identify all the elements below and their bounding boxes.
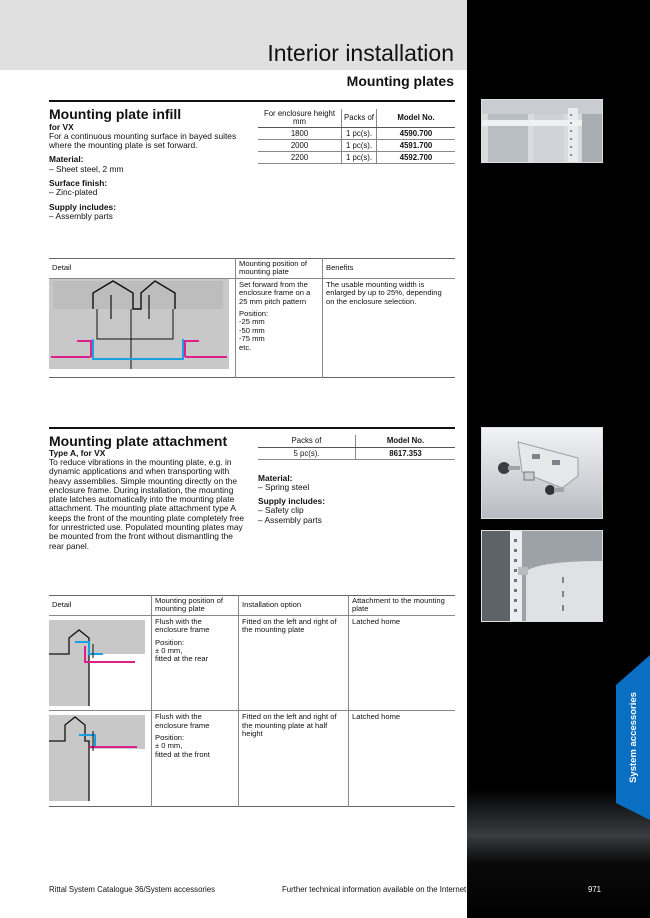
- spec-row: [258, 151, 455, 163]
- section2-supply-label: Supply includes:: [258, 496, 326, 506]
- section2-title: Mounting plate attachment: [49, 433, 228, 449]
- spec-header-height: For enclosure height mm: [258, 109, 342, 127]
- spec-cell-height: 2000: [258, 139, 342, 151]
- infill-position-value: -25 mm: [239, 317, 265, 327]
- detail-header-detail: Detail: [49, 259, 236, 279]
- spec-cell-model: 4592.700: [377, 151, 456, 163]
- spec-cell-packs: 1 pc(s).: [342, 151, 377, 163]
- detail-header-attachment: Attachment to the mounting plate: [349, 596, 456, 616]
- page-subtitle: Mounting plates: [346, 73, 454, 89]
- section1-description: For a continuous mounting surface in bayed suites where the mounting plate is set forward.: [49, 131, 237, 151]
- spec-cell-height: 1800: [258, 127, 342, 139]
- spec-row: [258, 127, 455, 139]
- section1-rule: [49, 100, 455, 102]
- spec-cell-packs: 1 pc(s).: [342, 127, 377, 139]
- attachment-option: Fitted on the left and right of the mounting plate at half height: [239, 711, 349, 806]
- attachment-position-label: Position:: [155, 637, 185, 647]
- detail-header-detail: Detail: [49, 596, 152, 616]
- section1-finish: – Zinc-plated: [49, 187, 98, 197]
- section2-rule: [49, 427, 455, 429]
- detail-header-position: Mounting position of mounting plate: [236, 259, 323, 279]
- section1-finish-label: Surface finish:: [49, 178, 108, 188]
- spec-cell-height: 2200: [258, 151, 342, 163]
- section1-material-label: Material:: [49, 154, 84, 164]
- page-title: Interior installation: [267, 40, 454, 66]
- page-number: 971: [588, 885, 602, 894]
- infill-position-value: etc.: [239, 342, 252, 352]
- attachment-position-value: ± 0 mm,: [155, 741, 183, 751]
- spec-header-packs: Packs of: [258, 435, 356, 447]
- section2-type-label: Type A, for VX: [49, 448, 106, 458]
- attachment-latch: Latched home: [349, 711, 456, 806]
- mounting-plate-infill-photo: [481, 99, 603, 163]
- spec-row: [258, 139, 455, 151]
- attachment-option: Fitted on the left and right of the mounting plate: [239, 615, 349, 710]
- section2-supply-item: – Safety clip: [258, 505, 304, 515]
- mounting-plate-attachment-photo: [481, 427, 603, 519]
- chapter-tab-label: System accessories: [627, 692, 639, 783]
- attachment-front-drawing: [49, 711, 145, 803]
- spec-cell-model: 8617.353: [356, 447, 456, 459]
- table-row: [49, 711, 455, 806]
- spec-cell-packs: 5 pc(s).: [258, 447, 356, 459]
- spec-row: [258, 447, 455, 459]
- spec-header-packs: Packs of: [342, 109, 377, 127]
- attachment-position: Flush with the enclosure frame: [155, 616, 210, 635]
- section1-title: Mounting plate infill: [49, 106, 182, 122]
- attachment-installed-photo: [481, 530, 603, 622]
- spec-header-model: Model No.: [356, 435, 456, 447]
- infill-position-value: -50 mm: [239, 325, 265, 335]
- section2-spec-table: [258, 435, 455, 460]
- detail-header-benefits: Benefits: [323, 259, 456, 279]
- spec-cell-packs: 1 pc(s).: [342, 139, 377, 151]
- spec-cell-model: 4591.700: [377, 139, 456, 151]
- attachment-rear-drawing: [49, 616, 145, 708]
- infill-benefits: The usable mounting width is enlarged by up to 25%, depending on the enclosure selection.: [323, 278, 456, 377]
- section1-spec-table: [258, 109, 455, 164]
- attachment-latch: Latched home: [349, 615, 456, 710]
- detail-header-option: Installation option: [239, 596, 349, 616]
- attachment-position-value: ± 0 mm,: [155, 646, 183, 656]
- infill-position-value: -75 mm: [239, 334, 265, 344]
- table-row: [49, 615, 455, 710]
- infill-detail-drawing: [49, 279, 229, 375]
- infill-position-text: Set forward from the enclosure frame on a 25 mm pitch pattern: [239, 279, 311, 306]
- attachment-position: Flush with the enclosure frame: [155, 712, 210, 730]
- detail-header-position: Mounting position of mounting plate: [152, 596, 239, 616]
- section2-detail-table: [49, 595, 455, 807]
- section1-supply-label: Supply includes:: [49, 202, 117, 212]
- spec-cell-model: 4590.700: [377, 127, 456, 139]
- chapter-tab-label-wrap: [616, 655, 650, 820]
- attachment-position-note: fitted at the rear: [155, 654, 209, 664]
- section2-material: – Spring steel: [258, 482, 310, 492]
- footer-center: Further technical information available on the Internet.: [282, 885, 469, 894]
- section1-material: – Sheet steel, 2 mm: [49, 164, 124, 174]
- spec-header-model: Model No.: [377, 109, 456, 127]
- section1-detail-table: [49, 258, 455, 378]
- section2-supply-item: – Assembly parts: [258, 515, 322, 525]
- footer-left: Rittal System Catalogue 36/System accessories: [49, 885, 215, 894]
- infill-position-label: Position:: [239, 309, 269, 319]
- attachment-position-label: Position:: [155, 733, 185, 743]
- section1-for-label: for VX: [49, 122, 74, 132]
- section2-material-label: Material:: [258, 473, 293, 483]
- attachment-position-note: fitted at the front: [155, 749, 210, 759]
- section1-supply: – Assembly parts: [49, 211, 113, 221]
- section2-description: To reduce vibrations in the mounting plate, e.g. in dynamic applications and when transporting with heavy assemblies. Simple mounting directly on the enclosure frame. During installation, the mounting plate latches automatically into the mounting plate attachment. The mounting plate attachment type A keeps the front of the mounting plate completely free for unrestricted use. Populated mounting plates may be mounted from the front without dismantling the rear panel.: [49, 457, 245, 551]
